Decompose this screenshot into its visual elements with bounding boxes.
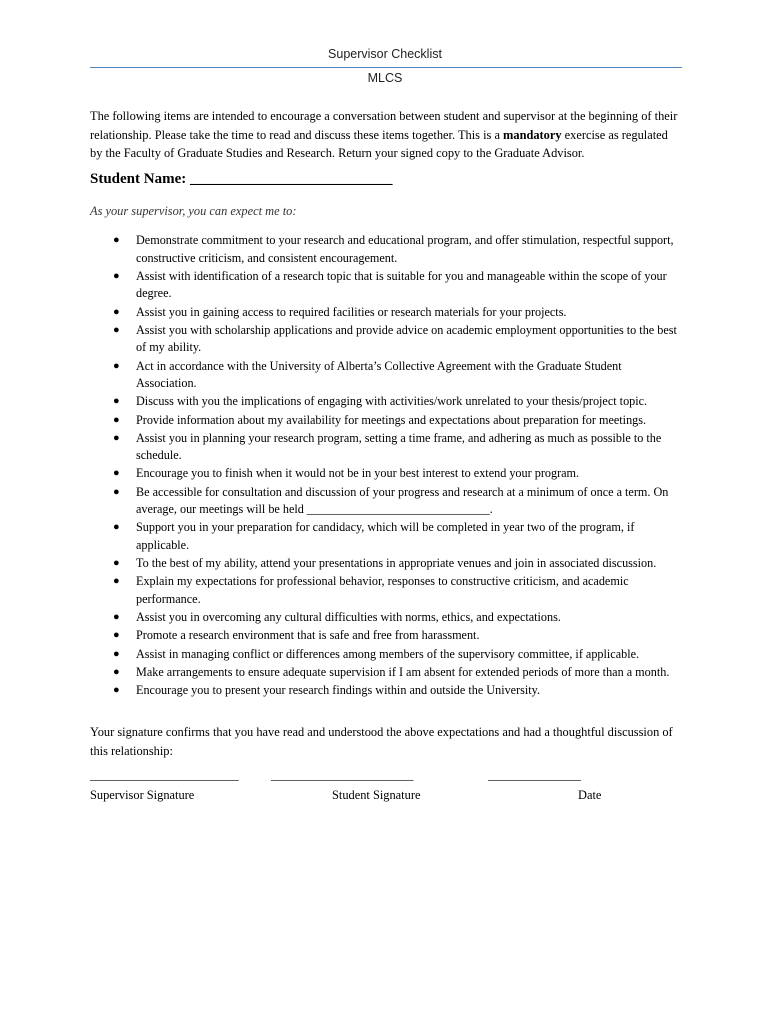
list-item-text: Make arrangements to ensure adequate supervision if I am absent for extended periods of more than a month.	[136, 664, 670, 679]
list-item	[0, 646, 681, 664]
list-item	[0, 609, 681, 627]
student-signature-line: _______________________	[271, 768, 414, 782]
list-item-text: Provide information about my availability for meetings and expectations about preparation for meetings.	[136, 412, 647, 427]
intro-paragraph	[90, 107, 680, 163]
list-item	[0, 358, 681, 393]
list-item	[0, 555, 681, 573]
closing-paragraph: Your signature confirms that you have read and understood the above expectations and had a thoughtful discussion of this relationship:	[90, 725, 673, 758]
list-item	[0, 519, 681, 554]
student-name-field: Student Name: ___________________________	[90, 171, 393, 187]
list-item	[0, 393, 681, 411]
list-item	[0, 682, 681, 700]
list-item	[0, 430, 681, 465]
list-item	[0, 627, 681, 645]
list-item-text: To the best of my ability, attend your presentations in appropriate venues and join in associated discussion.	[136, 556, 657, 571]
list-item-text: Demonstrate commitment to your research and educational program, and offer stimulation, respectful support, constructive criticism, and consistent encouragement.	[136, 233, 674, 265]
bullet-icon: ●	[113, 665, 120, 678]
intro-text-start: The following items are intended to encourage a conversation between student and supervisor at the beginning of their relationship. Please take the time to read and discuss these items together. This is a	[90, 109, 678, 142]
bullet-icon: ●	[113, 521, 120, 534]
bullet-icon: ●	[113, 269, 120, 282]
page-subtitle: MLCS	[367, 71, 403, 85]
list-item	[0, 573, 681, 608]
bullet-icon: ●	[113, 234, 120, 246]
bullet-icon: ●	[113, 413, 120, 426]
header-divider	[90, 67, 682, 68]
bullet-icon: ●	[113, 647, 120, 660]
list-item-text: Assist you in gaining access to required facilities or research materials for your projects.	[136, 304, 567, 319]
supervisor-signature-label: Supervisor Signature	[90, 788, 195, 802]
date-line: _______________	[488, 768, 581, 782]
student-signature-label: Student Signature	[332, 788, 421, 802]
list-item	[0, 664, 681, 682]
list-item-text: Encourage you to present your research findings within and outside the University.	[136, 682, 541, 697]
bullet-icon: ●	[113, 359, 120, 372]
list-item	[0, 322, 681, 357]
bullet-icon: ●	[113, 305, 120, 318]
list-item	[0, 232, 681, 267]
bullet-icon: ●	[113, 611, 120, 624]
list-item	[0, 484, 681, 519]
bullet-icon: ●	[113, 395, 120, 408]
list-item-text: Explain my expectations for professional behavior, responses to constructive criticism, and academic performance.	[136, 574, 629, 606]
list-item	[0, 465, 681, 483]
list-item	[0, 412, 681, 430]
intro-text-end: exercise as regulated by the Faculty of Graduate Studies and Research. Return your signed copy to the Graduate Advisor.	[90, 127, 668, 160]
bullet-icon: ●	[113, 683, 120, 696]
list-item-text: Act in accordance with the University of Alberta’s Collective Agreement with the Graduate Student Association.	[136, 358, 622, 391]
expectations-list	[0, 232, 770, 700]
list-item-text: Be accessible for consultation and discussion of your progress and research at a minimum of once a term. On average, our meetings will be held ______________________________.	[136, 484, 669, 517]
list-item-text: Encourage you to finish when it would not be in your best interest to extend your program.	[136, 466, 580, 481]
list-item	[0, 304, 681, 322]
list-item-text: Assist you with scholarship applications and provide advice on academic employment opportunities to the best of my ability.	[136, 322, 677, 355]
list-item-text: Assist you in planning your research program, setting a time frame, and adhering as much as possible to the schedule.	[136, 430, 662, 463]
intro-mandatory: mandatory	[503, 127, 562, 142]
bullet-icon: ●	[113, 323, 120, 336]
list-item-text: Assist in managing conflict or differences among members of the supervisory committee, if applicable.	[136, 646, 640, 661]
bullet-icon: ●	[113, 431, 120, 444]
list-item-text: Assist you in overcoming any cultural difficulties with norms, ethics, and expectations.	[136, 610, 561, 625]
list-item-text: Discuss with you the implications of engaging with activities/work unrelated to your thesis/project topic.	[136, 394, 648, 409]
list-item-text: Promote a research environment that is safe and free from harassment.	[136, 628, 480, 643]
list-item-text: Assist with identification of a research topic that is suitable for you and manageable within the scope of your degree.	[136, 268, 667, 301]
date-label: Date	[578, 788, 602, 802]
bullet-icon: ●	[113, 485, 120, 498]
page-title: Supervisor Checklist	[328, 47, 442, 61]
list-item-text: Support you in your preparation for candidacy, which will be completed in year two of the program, if applicable.	[136, 520, 635, 553]
bullet-icon: ●	[113, 629, 120, 642]
bullet-icon: ●	[113, 575, 120, 588]
bullet-icon: ●	[113, 557, 120, 570]
expectations-heading: As your supervisor, you can expect me to:	[90, 204, 297, 218]
supervisor-signature-line: ________________________	[90, 768, 239, 782]
list-item	[0, 268, 681, 303]
bullet-icon: ●	[113, 467, 120, 480]
